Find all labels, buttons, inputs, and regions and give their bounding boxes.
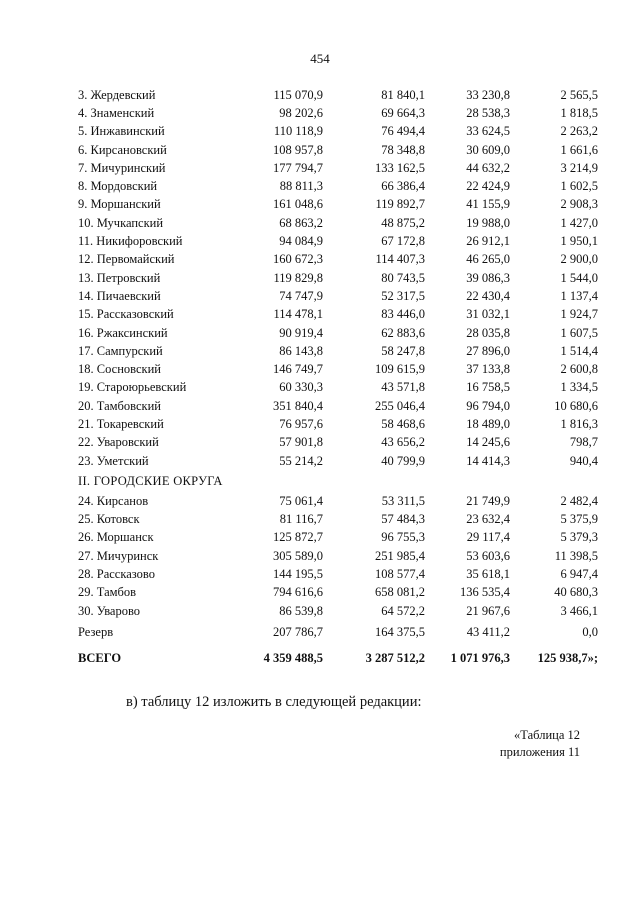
table-row (78, 415, 598, 433)
amendment-instruction: в) таблицу 12 изложить в следующей редакции: (126, 694, 422, 710)
row-value-3: 27 896,0 (466, 343, 510, 358)
row-label: 20. Тамбовский (78, 398, 161, 413)
row-label: 17. Сампурский (78, 343, 163, 358)
row-value-4: 1 137,4 (560, 288, 598, 303)
row-label: 25. Котовск (78, 512, 140, 527)
row-label: 18. Сосновский (78, 362, 161, 377)
row-label: 13. Петровский (78, 270, 161, 285)
table-row (78, 452, 598, 470)
row-label: 15. Рассказовский (78, 307, 174, 322)
row-value-4: 1 818,5 (560, 105, 598, 120)
row-value-4: 940,4 (569, 453, 598, 468)
row-value-3: 21 967,6 (466, 603, 510, 618)
row-value-4: 2 482,4 (560, 493, 598, 508)
table-row (78, 379, 598, 397)
row-value-4: 2 900,0 (560, 252, 598, 267)
row-value-4: 3 466,1 (560, 603, 598, 618)
total-value-3: 1 071 976,3 (450, 650, 510, 665)
table-row (78, 123, 598, 141)
row-value-4: 1 607,5 (560, 325, 598, 340)
row-label: 4. Знаменский (78, 105, 155, 120)
row-value-1: 90 919,4 (279, 325, 323, 340)
table-row (78, 602, 598, 620)
row-value-4: 6 947,4 (560, 567, 598, 582)
row-value-3: 18 489,0 (466, 416, 510, 431)
row-label: 23. Уметский (78, 453, 149, 468)
row-value-3: 29 117,4 (466, 530, 510, 545)
row-label: 19. Староюрьевский (78, 380, 187, 395)
row-value-2: 109 615,9 (375, 362, 425, 377)
row-value-4: 1 924,7 (560, 307, 598, 322)
row-label: 8. Мордовский (78, 179, 158, 194)
row-value-3: 28 035,8 (466, 325, 510, 340)
table-row (78, 86, 598, 104)
row-value-4: 5 379,3 (560, 530, 598, 545)
page-number: 454 (310, 51, 330, 66)
row-value-2: 76 494,4 (381, 124, 425, 139)
row-value-1: 94 084,9 (279, 234, 323, 249)
reserve-label: Резерв (78, 624, 114, 639)
row-value-2: 66 386,4 (381, 179, 425, 194)
reserve-value-1: 207 786,7 (273, 624, 323, 639)
row-value-2: 255 046,4 (375, 398, 425, 413)
row-value-1: 110 118,9 (273, 124, 323, 139)
row-value-1: 108 957,8 (273, 142, 323, 157)
row-value-1: 76 957,6 (279, 416, 323, 431)
row-value-3: 21 749,9 (466, 493, 510, 508)
row-value-3: 41 155,9 (466, 197, 510, 212)
row-value-4: 5 375,9 (560, 512, 598, 527)
budget-table (78, 86, 598, 672)
row-value-1: 115 070,9 (273, 87, 323, 102)
row-value-1: 57 901,8 (279, 435, 323, 450)
row-value-2: 64 572,2 (381, 603, 425, 618)
row-label: 24. Кирсанов (78, 493, 149, 508)
row-value-4: 3 214,9 (560, 160, 598, 175)
row-value-3: 31 032,1 (466, 307, 510, 322)
row-value-1: 161 048,6 (273, 197, 323, 212)
row-value-1: 114 478,1 (273, 307, 323, 322)
row-value-1: 160 672,3 (273, 252, 323, 267)
table-reference-line-2: приложения 11 (499, 745, 580, 759)
table-row (78, 324, 598, 342)
row-value-4: 1 950,1 (560, 234, 598, 249)
row-value-3: 26 912,1 (466, 234, 510, 249)
section-header-row (78, 470, 598, 492)
row-value-2: 43 571,8 (381, 380, 425, 395)
total-value-1: 4 359 488,5 (263, 650, 323, 665)
row-label: 9. Моршанский (78, 197, 161, 212)
row-value-3: 33 230,8 (466, 87, 510, 102)
row-value-3: 53 603,6 (466, 548, 510, 563)
row-value-2: 251 985,4 (375, 548, 425, 563)
reserve-value-3: 43 411,2 (466, 624, 510, 639)
row-value-1: 98 202,6 (279, 105, 323, 120)
row-label: 28. Рассказово (78, 567, 155, 582)
row-value-2: 57 484,3 (381, 512, 425, 527)
row-value-4: 1 544,0 (560, 270, 598, 285)
reserve-row (78, 620, 598, 644)
table-row (78, 529, 598, 547)
row-value-4: 1 514,4 (560, 343, 598, 358)
row-value-2: 53 311,5 (381, 493, 425, 508)
row-value-2: 62 883,6 (381, 325, 425, 340)
row-value-1: 86 143,8 (279, 343, 323, 358)
row-value-4: 1 816,3 (560, 416, 598, 431)
section-label: II. ГОРОДСКИЕ ОКРУГА (78, 473, 223, 488)
row-value-1: 86 539,8 (279, 603, 323, 618)
table-row (78, 565, 598, 583)
row-value-3: 16 758,5 (466, 380, 510, 395)
row-value-1: 68 863,2 (279, 215, 323, 230)
row-value-3: 30 609,0 (466, 142, 510, 157)
row-value-4: 10 680,6 (554, 398, 598, 413)
row-value-1: 351 840,4 (273, 398, 323, 413)
table-row (78, 159, 598, 177)
row-label: 22. Уваровский (78, 435, 159, 450)
row-value-4: 2 908,3 (560, 197, 598, 212)
row-value-3: 33 624,5 (466, 124, 510, 139)
row-label: 7. Мичуринский (78, 160, 166, 175)
row-value-3: 14 414,3 (466, 453, 510, 468)
table-row (78, 214, 598, 232)
row-value-1: 55 214,2 (279, 453, 323, 468)
reserve-value-4: 0,0 (582, 624, 598, 639)
row-value-2: 80 743,5 (381, 270, 425, 285)
row-value-2: 83 446,0 (381, 307, 425, 322)
row-label: 10. Мучкапский (78, 215, 164, 230)
row-label: 27. Мичуринск (78, 548, 159, 563)
row-value-2: 69 664,3 (381, 105, 425, 120)
row-value-1: 305 589,0 (273, 548, 323, 563)
row-value-1: 177 794,7 (273, 160, 323, 175)
row-value-2: 658 081,2 (375, 585, 425, 600)
row-value-4: 1 602,5 (560, 179, 598, 194)
row-label: 29. Тамбов (78, 585, 137, 600)
row-value-2: 133 162,5 (375, 160, 425, 175)
table-row (78, 306, 598, 324)
total-value-4: 125 938,7»; (537, 650, 598, 665)
table-row (78, 232, 598, 250)
row-value-3: 14 245,6 (466, 435, 510, 450)
row-value-2: 58 247,8 (381, 343, 425, 358)
table-row (78, 141, 598, 159)
row-value-2: 58 468,6 (381, 416, 425, 431)
table-reference (500, 727, 580, 761)
table-row (78, 342, 598, 360)
row-value-1: 794 616,6 (273, 585, 323, 600)
district-rows (78, 86, 598, 470)
table-row (78, 434, 598, 452)
row-label: 30. Уварово (78, 603, 141, 618)
city-rows (78, 492, 598, 620)
table-row (78, 287, 598, 305)
row-value-2: 52 317,5 (381, 288, 425, 303)
row-label: 12. Первомайский (78, 252, 175, 267)
table-row (78, 104, 598, 122)
row-label: 14. Пичаевский (78, 288, 161, 303)
table-row (78, 397, 598, 415)
table-row (78, 360, 598, 378)
row-value-4: 2 565,5 (560, 87, 598, 102)
row-value-3: 39 086,3 (466, 270, 510, 285)
table-row (78, 492, 598, 510)
row-value-4: 1 334,5 (560, 380, 598, 395)
row-value-1: 125 872,7 (273, 530, 323, 545)
row-value-1: 146 749,7 (273, 362, 323, 377)
row-value-3: 96 794,0 (466, 398, 510, 413)
table-row (78, 251, 598, 269)
table-row (78, 177, 598, 195)
row-value-1: 60 330,3 (279, 380, 323, 395)
row-value-2: 108 577,4 (375, 567, 425, 582)
total-value-2: 3 287 512,2 (365, 650, 425, 665)
reserve-value-2: 164 375,5 (375, 624, 425, 639)
row-label: 3. Жердевский (78, 87, 156, 102)
row-value-2: 40 799,9 (381, 453, 425, 468)
row-value-1: 88 811,3 (279, 179, 323, 194)
row-value-2: 43 656,2 (381, 435, 425, 450)
row-value-1: 119 829,8 (273, 270, 323, 285)
table-row (78, 196, 598, 214)
row-value-2: 78 348,8 (381, 142, 425, 157)
row-value-2: 48 875,2 (381, 215, 425, 230)
row-value-3: 23 632,4 (466, 512, 510, 527)
row-value-2: 67 172,8 (381, 234, 425, 249)
row-label: 16. Ржаксинский (78, 325, 168, 340)
table-row (78, 511, 598, 529)
row-label: 26. Моршанск (78, 530, 154, 545)
table-reference-line-1: «Таблица 12 (514, 728, 580, 742)
row-value-4: 2 263,2 (560, 124, 598, 139)
row-label: 5. Инжавинский (78, 124, 165, 139)
row-value-4: 40 680,3 (554, 585, 598, 600)
row-value-2: 114 407,3 (375, 252, 425, 267)
row-value-1: 144 195,5 (273, 567, 323, 582)
row-value-4: 798,7 (569, 435, 598, 450)
row-label: 6. Кирсановский (78, 142, 167, 157)
row-label: 11. Никифоровский (78, 234, 183, 249)
table-row (78, 584, 598, 602)
row-value-1: 81 116,7 (279, 512, 323, 527)
row-value-3: 35 618,1 (466, 567, 510, 582)
row-value-4: 1 661,6 (560, 142, 598, 157)
row-value-4: 2 600,8 (560, 362, 598, 377)
row-value-2: 119 892,7 (375, 197, 425, 212)
row-value-3: 22 424,9 (466, 179, 510, 194)
row-value-1: 75 061,4 (279, 493, 323, 508)
row-value-4: 11 398,5 (554, 548, 598, 563)
total-row (78, 644, 598, 672)
row-value-2: 81 840,1 (381, 87, 425, 102)
row-value-1: 74 747,9 (279, 288, 323, 303)
row-value-3: 37 133,8 (466, 362, 510, 377)
row-value-3: 22 430,4 (466, 288, 510, 303)
row-value-3: 28 538,3 (466, 105, 510, 120)
row-value-2: 96 755,3 (381, 530, 425, 545)
row-label: 21. Токаревский (78, 416, 164, 431)
row-value-3: 44 632,2 (466, 160, 510, 175)
table-row (78, 269, 598, 287)
row-value-4: 1 427,0 (560, 215, 598, 230)
table-row (78, 547, 598, 565)
row-value-3: 136 535,4 (460, 585, 510, 600)
row-value-3: 19 988,0 (466, 215, 510, 230)
total-label: ВСЕГО (78, 650, 122, 665)
row-value-3: 46 265,0 (466, 252, 510, 267)
